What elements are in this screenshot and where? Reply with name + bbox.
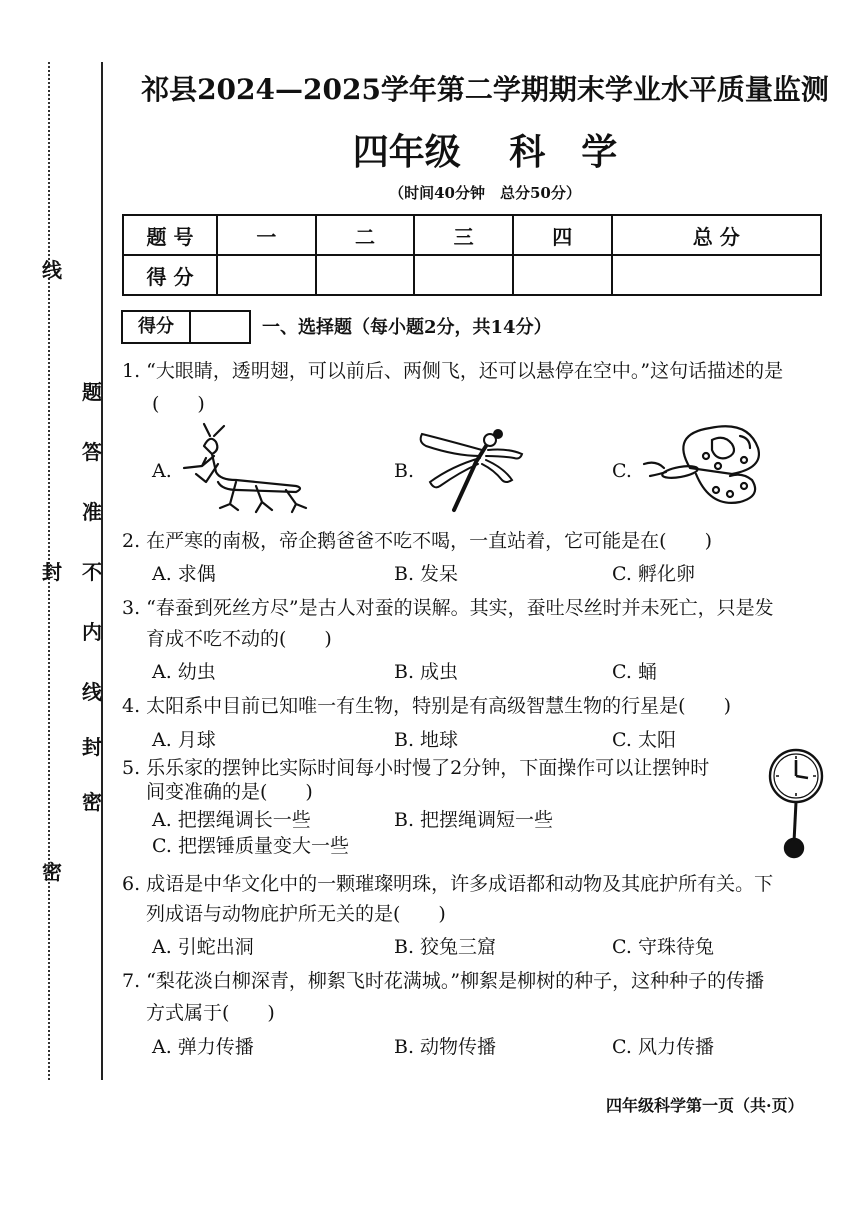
- exam-subtitle: 四年级 科 学: [352, 131, 618, 173]
- option-c[interactable]: C.: [612, 460, 632, 482]
- question-1-blank: ( ): [152, 393, 205, 415]
- option-b[interactable]: B. 动物传播: [394, 1036, 497, 1058]
- question-7-text-cont: 方式属于( ): [146, 1002, 275, 1024]
- option-b[interactable]: B. 把摆绳调短一些: [394, 809, 554, 831]
- option-a[interactable]: A. 幼虫: [152, 661, 216, 683]
- margin-char: 题: [82, 380, 102, 404]
- question-4-text: 4. 太阳系中目前已知唯一有生物，特别是有高级智慧生物的行星是( ): [122, 695, 731, 717]
- score-table-header: 总 分: [612, 215, 822, 255]
- pendulum-clock-icon: [764, 748, 830, 862]
- option-c[interactable]: C. 蛹: [612, 661, 657, 683]
- option-a[interactable]: A. 把摆绳调长一些: [152, 809, 311, 831]
- margin-char: 内: [82, 620, 102, 644]
- section-title: 一、选择题（每小题2分，共14分）: [262, 317, 552, 338]
- question-1-text: 1. “大眼睛，透明翅，可以前后、两侧飞，还可以悬停在空中。”这句话描述的是: [122, 360, 784, 382]
- score-table-header: 一: [217, 215, 316, 255]
- score-table-header: 二: [316, 215, 415, 255]
- score-cell[interactable]: [316, 255, 415, 295]
- option-c[interactable]: C. 太阳: [612, 729, 676, 751]
- question-5-text-cont: 间变准确的是( ): [146, 781, 313, 803]
- option-a[interactable]: A. 弹力传播: [152, 1036, 254, 1058]
- margin-char: 线: [42, 258, 62, 282]
- option-a[interactable]: A. 求偶: [152, 563, 216, 585]
- section-score-label: 得分: [123, 312, 191, 342]
- question-6-text: 6. 成语是中华文化中的一颗璀璨明珠，许多成语都和动物及其庇护所有关。下: [122, 873, 774, 895]
- margin-char: 封: [42, 560, 62, 584]
- time-note: （时间40分钟 总分50分）: [389, 184, 581, 202]
- option-b[interactable]: B. 成虫: [394, 661, 459, 683]
- option-b[interactable]: B. 地球: [394, 729, 459, 751]
- option-b[interactable]: B.: [394, 460, 415, 482]
- margin-char: 不: [82, 560, 102, 584]
- margin-char: 准: [82, 500, 102, 524]
- question-3-text-cont: 育成不吃不动的( ): [146, 628, 332, 650]
- option-c[interactable]: C. 孵化卵: [612, 563, 695, 585]
- score-cell[interactable]: [612, 255, 822, 295]
- margin-char: 密: [42, 860, 62, 884]
- question-2-text: 2. 在严寒的南极，帝企鹅爸爸不吃不喝，一直站着，它可能是在( ): [122, 530, 712, 552]
- score-table-header: 四: [513, 215, 612, 255]
- option-b[interactable]: B. 发呆: [394, 563, 459, 585]
- exam-title: 祁县2024—2025学年第二学期期末学业水平质量监测: [141, 73, 829, 106]
- margin-char: 密: [82, 790, 102, 814]
- option-c[interactable]: C. 守珠待兔: [612, 936, 714, 958]
- margin-char: 封: [82, 735, 102, 759]
- question-5-text: 5. 乐乐家的摆钟比实际时间每小时慢了2分钟，下面操作可以让摆钟时: [122, 757, 710, 779]
- score-cell[interactable]: [414, 255, 513, 295]
- option-a[interactable]: A. 月球: [152, 729, 216, 751]
- option-b[interactable]: B. 狡兔三窟: [394, 936, 497, 958]
- mantis-icon: [176, 424, 316, 514]
- score-table: [122, 214, 822, 296]
- option-a[interactable]: A.: [152, 460, 172, 482]
- question-6-text-cont: 列成语与动物庇护所无关的是( ): [146, 903, 446, 925]
- question-7-text: 7. “梨花淡白柳深青，柳絮飞时花满城。”柳絮是柳树的种子，这种种子的传播: [122, 970, 765, 992]
- section-score-box: [121, 310, 251, 344]
- score-cell[interactable]: [217, 255, 316, 295]
- butterfly-icon: [640, 424, 770, 510]
- score-cell[interactable]: [513, 255, 612, 295]
- section-score-field[interactable]: [191, 312, 249, 342]
- page-footer: 四年级科学第一页（共·页）: [606, 1096, 804, 1115]
- score-row-label: 得 分: [123, 255, 217, 295]
- option-a[interactable]: A. 引蛇出洞: [152, 936, 254, 958]
- dragonfly-icon: [416, 422, 526, 517]
- question-3-text: 3. “春蚕到死丝方尽”是古人对蚕的误解。其实，蚕吐尽丝时并未死亡，只是发: [122, 597, 774, 619]
- score-table-header: 三: [414, 215, 513, 255]
- option-c[interactable]: C. 把摆锤质量变大一些: [152, 835, 349, 857]
- margin-char: 答: [82, 440, 102, 464]
- score-table-header: 题 号: [123, 215, 217, 255]
- option-c[interactable]: C. 风力传播: [612, 1036, 714, 1058]
- margin-char: 线: [82, 680, 102, 704]
